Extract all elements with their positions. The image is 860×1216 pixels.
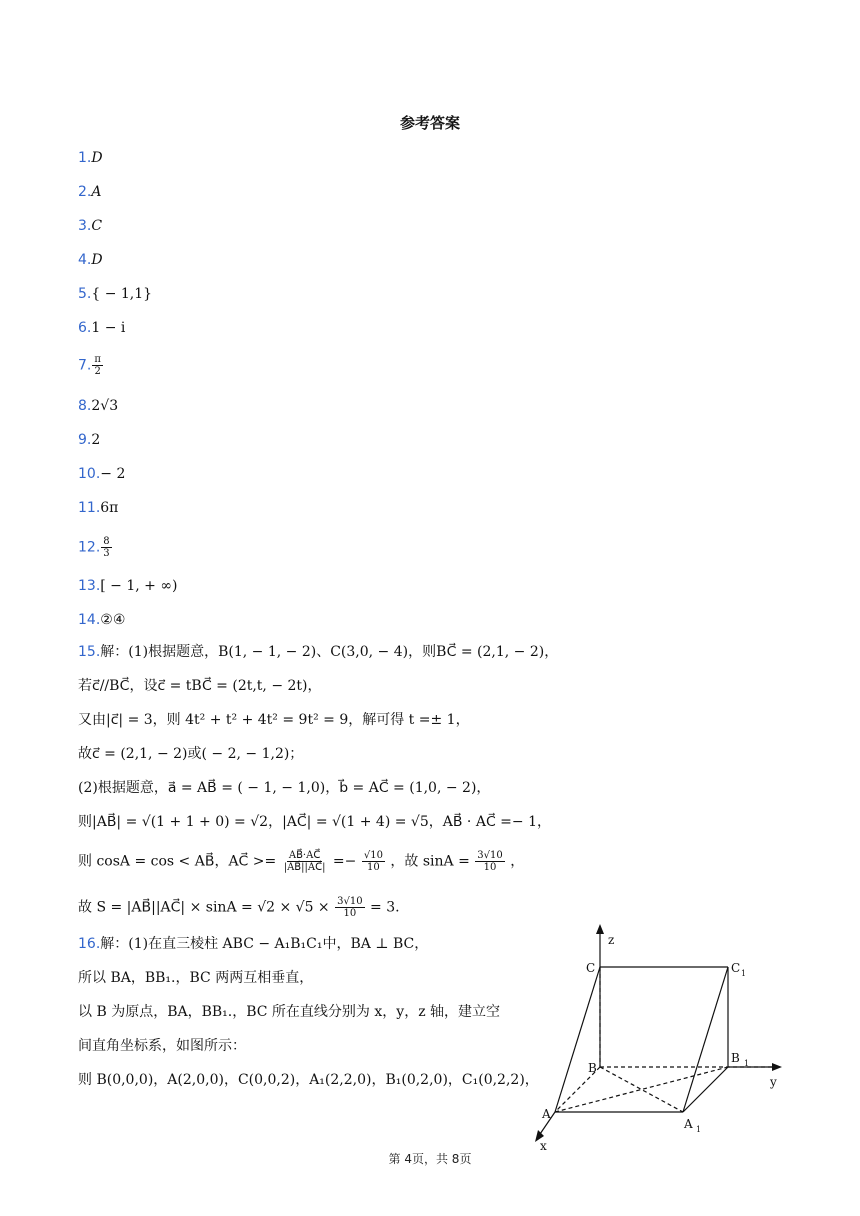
answer-value: 6π <box>100 500 119 516</box>
z-axis-arrow <box>596 924 604 934</box>
answer-value: A <box>91 184 102 200</box>
answer-number: 6. <box>78 320 92 336</box>
answer-item <box>78 216 102 236</box>
answer-item <box>78 536 113 559</box>
answer-number: 7. <box>78 357 92 374</box>
answer-value: ②④ <box>100 612 126 628</box>
answer-item <box>78 464 125 484</box>
edge-a-b1-hidden <box>555 1067 728 1112</box>
edge-b-a1-hidden <box>600 1067 683 1112</box>
answer-value: { − 1,1} <box>91 286 153 302</box>
answer-item <box>78 182 101 202</box>
answer-value: 2 <box>91 432 101 448</box>
label-c1-sub: 1 <box>741 969 747 978</box>
q16-line-5: 则 B(0,0,0)，A(2,0,0)，C(0,0,2)，A₁(2,2,0)，B₁(0,2,0)，C₁(0,2,2)， <box>78 1072 539 1088</box>
q15-line-1: 15.解：(1)根据题意，B(1, − 1, − 2)、C(3,0, − 4)，则BC⃗ = (2,1, − 2)， <box>78 644 559 660</box>
answer-value: D <box>91 150 103 166</box>
answer-item <box>78 498 118 518</box>
answer-fraction: $\frac{8}{3}$ <box>103 536 110 559</box>
answer-number: 14. <box>78 612 101 628</box>
answer-item <box>78 148 103 168</box>
answer-item <box>78 610 125 630</box>
q16-line-1: 16.解：(1)在直三棱柱 ABC − A₁B₁C₁中，BA ⊥ BC， <box>78 936 429 952</box>
edge-c-a <box>555 967 600 1112</box>
answer-item <box>78 354 104 377</box>
answer-value: 2√3 <box>91 398 119 414</box>
label-y: y <box>770 1075 777 1089</box>
q15-line-8: 故 S = |AB⃗||AC⃗| × sinA = √2 × √5 × $\frac{3√10}{10}$ = 3. <box>78 896 400 919</box>
q15-line-6: 则|AB⃗| = √(1 + 1 + 0) = √2，|AC⃗| = √(1 + 4) = √5，AB⃗ · AC⃗ =− 1， <box>78 814 551 830</box>
answer-number: 10. <box>78 466 101 482</box>
q16-line-4: 间直角坐标系，如图所示： <box>78 1038 246 1054</box>
fraction: $\frac{√10}{10}$ <box>363 850 383 873</box>
answer-item <box>78 284 152 304</box>
label-a1: A <box>684 1117 693 1131</box>
answer-number: 5. <box>78 286 92 302</box>
page-footer: 第 4页，共 8页 <box>388 1152 472 1166</box>
answer-number: 8. <box>78 398 92 414</box>
q15-line-5: (2)根据题意，a⃗ = AB⃗ = ( − 1, − 1,0)，b⃗ = AC⃗ = (1,0, − 2)， <box>78 780 491 796</box>
label-b1-sub: 1 <box>744 1059 750 1068</box>
label-a: A <box>542 1107 551 1121</box>
answer-value: C <box>91 218 103 234</box>
answer-value: 1 − i <box>91 320 126 336</box>
q16-line-3: 以 B 为原点，BA，BB₁.，BC 所在直线分别为 x，y，z 轴，建立空 <box>78 1004 501 1020</box>
answer-number: 4. <box>78 252 92 268</box>
answer-item <box>78 250 103 270</box>
prism-coordinate-figure <box>520 922 790 1152</box>
answer-number: 12. <box>78 539 101 556</box>
label-x: x <box>540 1139 547 1152</box>
answer-fraction: $\frac{\pi}{2}$ <box>94 354 101 377</box>
answer-number: 1. <box>78 150 92 166</box>
label-b1: B <box>731 1051 740 1065</box>
label-a1-sub: 1 <box>696 1125 702 1134</box>
q15-line-3: 又由|c⃗| = 3，则 4t² + t² + 4t² = 9t² = 9，解可得 t =± 1， <box>78 712 470 728</box>
q15-line-2: 若c⃗//BC⃗，设c⃗ = tBC⃗ = (2t,t, − 2t)， <box>78 678 322 694</box>
answer-value: [ − 1, + ∞) <box>100 578 178 594</box>
answer-item <box>78 396 118 416</box>
answer-number: 11. <box>78 500 101 516</box>
answer-value: D <box>91 252 103 268</box>
answer-number: 9. <box>78 432 92 448</box>
fraction: $\frac{AB⃗\cdot AC⃗}{|AB⃗||AC⃗|}$ <box>283 850 326 873</box>
fraction: $\frac{3√10}{10}$ <box>337 896 363 919</box>
label-z: z <box>608 933 615 947</box>
answer-value: − 2 <box>100 466 126 482</box>
answer-number: 2. <box>78 184 92 200</box>
answer-item <box>78 430 100 450</box>
q15-line-4: 故c⃗ = (2,1, − 2)或( − 2, − 1,2)； <box>78 746 304 762</box>
answer-number: 3. <box>78 218 92 234</box>
y-axis-arrow <box>772 1063 782 1071</box>
q16-line-2: 所以 BA，BB₁.，BC 两两互相垂直， <box>78 970 314 986</box>
label-c: C <box>586 961 596 975</box>
fraction: $\frac{3√10}{10}$ <box>477 850 503 873</box>
answer-item <box>78 576 177 596</box>
q15-line-7: 则 cosA = cos < AB⃗，AC⃗ >= $\frac{AB⃗\cdot AC⃗}{|AB⃗||AC⃗|}$ =− $\frac{√10}{10}$ ，故 sinA = $\frac{3√10}{10}$ ， <box>78 850 525 873</box>
answer-number: 13. <box>78 578 101 594</box>
label-c1: C <box>731 961 741 975</box>
label-b: B <box>588 1061 597 1075</box>
answer-item <box>78 318 125 338</box>
page-title: 参考答案 <box>399 114 460 132</box>
